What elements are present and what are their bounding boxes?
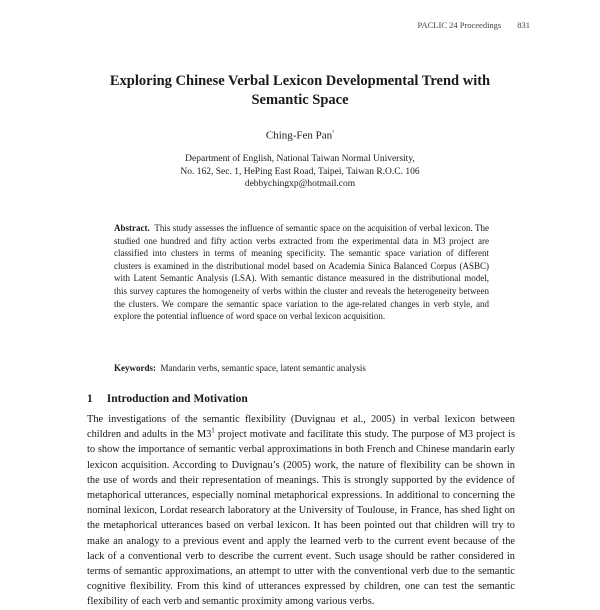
- author-email: debbychingxp@hotmail.com: [244, 179, 356, 189]
- abstract-text: This study assesses the influence of semantic space on the acquisition of verbal lexicon. The studied one hundred and fifty action verbs extracted from the experimental data in M3 project are classified into clusters in terms of meaning specificity. The semantic space variation of different clusters is examined in the distributional model based on Academia Sinica Balanced Corpus (ASBC) with Latent Semantic Analysis (LSA). With semantic distance measured in the distributional model, this survey captures the homogeneity of verbs within the cluster and reveals the heterogeneity between the clusters. We compare the semantic space variation to the age-related changes in verb style, and explore the potential influence of word space on verbal lexicon acquisition.: [114, 223, 489, 322]
- running-head-text: PACLIC 24 Proceedings: [417, 20, 502, 30]
- abstract-label: Abstract.: [114, 223, 150, 233]
- body-paragraph: [87, 412, 515, 610]
- keywords-text: Mandarin verbs, semantic space, latent semantic analysis: [160, 363, 366, 373]
- abstract: [114, 222, 489, 323]
- affiliation-line-2: No. 162, Sec. 1, HePing East Road, Taipei, Taiwan R.O.C. 106: [180, 166, 420, 177]
- paragraph-text-start: The investigations of the semantic flexibility (Duvignau et al., 2005) in verbal lexicon between children and adults in the M3: [87, 414, 515, 441]
- title-line-1: Exploring Chinese Verbal Lexicon Developmental Trend with: [109, 73, 491, 89]
- author-name: Ching-Fen Pan: [265, 129, 333, 142]
- section-heading: [87, 393, 248, 405]
- footnote-mark: 1: [211, 426, 215, 435]
- keywords: [114, 363, 489, 373]
- affiliation-line-1: Department of English, National Taiwan Normal University,: [185, 154, 415, 164]
- page-number: 831: [517, 20, 530, 30]
- keywords-label: Keywords:: [114, 363, 156, 373]
- author-footnote-mark: ¹: [332, 129, 335, 136]
- title-line-2: Semantic Space: [251, 92, 349, 108]
- affiliation: [0, 153, 600, 191]
- running-header: [418, 20, 531, 30]
- section-number: 1: [87, 393, 93, 405]
- author: [0, 129, 600, 142]
- section-title: Introduction and Motivation: [106, 393, 248, 405]
- paper-title: [0, 72, 600, 110]
- paragraph-text-rest: project motivate and facilitate this study. The purpose of M3 project is to show the importance of semantic verbal approximations in both French and Chinese mandarin early lexicon acquisition. According to Duvignau’s (2005) work, the nature of flexibility can be shown in the use of words and their representation of meanings. This is strongly supported by the evidence of metaphorical utterances, especially nominal metaphorical expressions. In additional to concerning the nominal lexicon, Lordat research laboratory at the University of Toulouse, in France, has shed light on the metaphorical utterances based on verbal lexicon. It has been pointed out that children will try to make an analogy to a previous event and apply the learned verb to the current event because of the lack of a conventional verb to describe the current event. Such usage should be rather considered in terms of semantic approximations, an attempt to utter with the conventional verb due to the semantic cognitive flexibility. From this kind of utterances expressed by children, one can test the semantic flexibility of each verb and semantic proximity among various verbs.: [87, 429, 515, 608]
